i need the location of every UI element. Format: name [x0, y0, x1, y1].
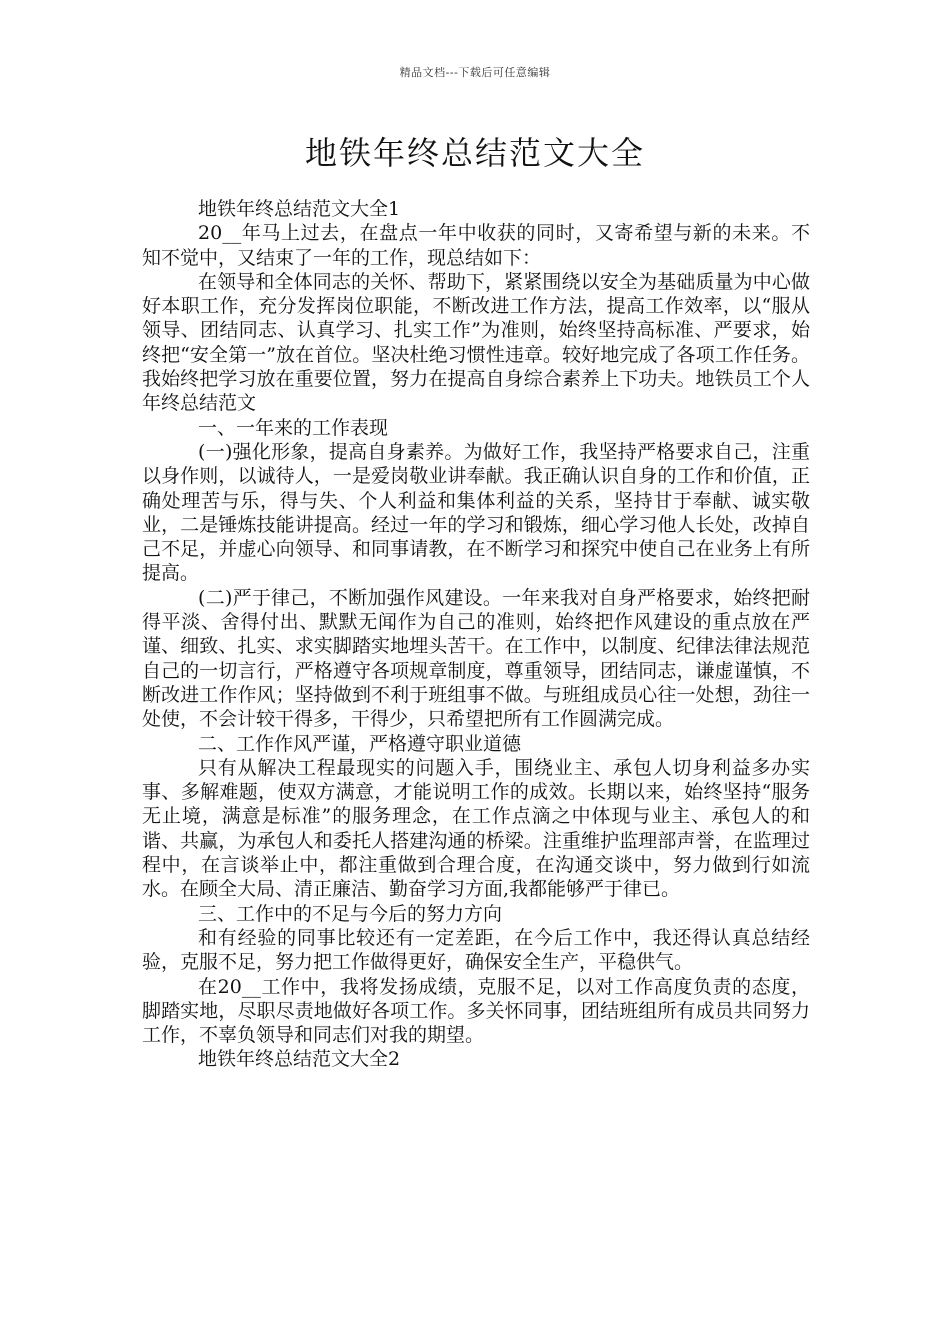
document-body — [142, 197, 810, 1072]
body-paragraph: 在领导和全体同志的关怀、帮助下，紧紧围绕以安全为基础质量为中心做好本职工作，充分发挥岗位职能，不断改进工作方法，提高工作效率，以“服从领导、团结同志、认真学习、扎实工作”为准则，始终坚持高标准、严要求，始终把“安全第一”放在首位。坚决杜绝习惯性违章。较好地完成了各项工作任务。我始终把学习放在重要位置，努力在提高自身综合素养上下功夫。地铁员工个人年终总结范文 — [142, 270, 810, 415]
section-heading: 一、一年来的工作表现 — [198, 416, 389, 439]
section-heading: 地铁年终总结范文大全2 — [198, 1048, 401, 1071]
body-paragraph: 在20__工作中，我将发扬成绩，克服不足，以对工作高度负责的态度，脚踏实地，尽职尽责地做好各项工作。多关怀同事，团结班组所有成员共同努力工作，不辜负领导和同志们对我的期望。 — [142, 975, 810, 1047]
section-heading: 地铁年终总结范文大全1 — [198, 198, 401, 220]
page-header-note: 精品文档---下载后可任意编辑 — [399, 66, 551, 79]
body-paragraph: (一)强化形象，提高自身素养。为做好工作，我坚持严格要求自己，注重以身作则，以诚待人，一是爱岗敬业讲奉献。我正确认识自身的工作和价值，正确处理苦与乐，得与失、个人利益和集体利益的关系，坚持甘于奉献、诚实敬业，二是锤炼技能讲提高。经过一年的学习和锻炼，细心学习他人长处，改掉自己不足，并虚心向领导、和同事请教，在不断学习和探究中使自己在业务上有所提高。 — [142, 440, 810, 585]
body-paragraph: 只有从解决工程最现实的问题入手，围绕业主、承包人切身利益多办实事、多解难题，使双方满意，才能说明工作的成效。长期以来，始终坚持“服务无止境，满意是标准”的服务理念，在工作点滴之中体现与业主、承包人的和谐、共赢，为承包人和委托人搭建沟通的桥梁。注重维护监理部声誉，在监理过程中，在言谈举止中，都注重做到合理合度，在沟通交谈中，努力做到行如流水。在顾全大局、清正廉洁、勤奋学习方面,我都能够严于律已。 — [142, 756, 810, 901]
body-paragraph: (二)严于律己，不断加强作风建设。一年来我对自身严格要求，始终把耐得平淡、舍得付出、默默无闻作为自己的准则，始终把作风建设的重点放在严谨、细致、扎实、求实脚踏实地埋头苦干。在工作中，以制度、纪律法律法规范自己的一切言行，严格遵守各项规章制度，尊重领导，团结同志，谦虚谨慎，不断改进工作作风；坚持做到不利于班组事不做。与班组成员心往一处想，劲往一处使，不会计较干得多，干得少，只希望把所有工作圆满完成。 — [142, 586, 810, 731]
body-paragraph: 20__年马上过去，在盘点一年中收获的同时，又寄希望与新的未来。不知不觉中，又结束了一年的工作，现总结如下： — [142, 222, 810, 269]
section-heading: 二、工作作风严谨，严格遵守职业道德 — [198, 732, 522, 755]
document-title: 地铁年终总结范文大全 — [304, 134, 645, 172]
section-heading: 三、工作中的不足与今后的努力方向 — [198, 902, 503, 925]
body-paragraph: 和有经验的同事比较还有一定差距，在今后工作中，我还得认真总结经验，克服不足，努力把工作做得更好，确保安全生产，平稳供气。 — [142, 926, 810, 974]
